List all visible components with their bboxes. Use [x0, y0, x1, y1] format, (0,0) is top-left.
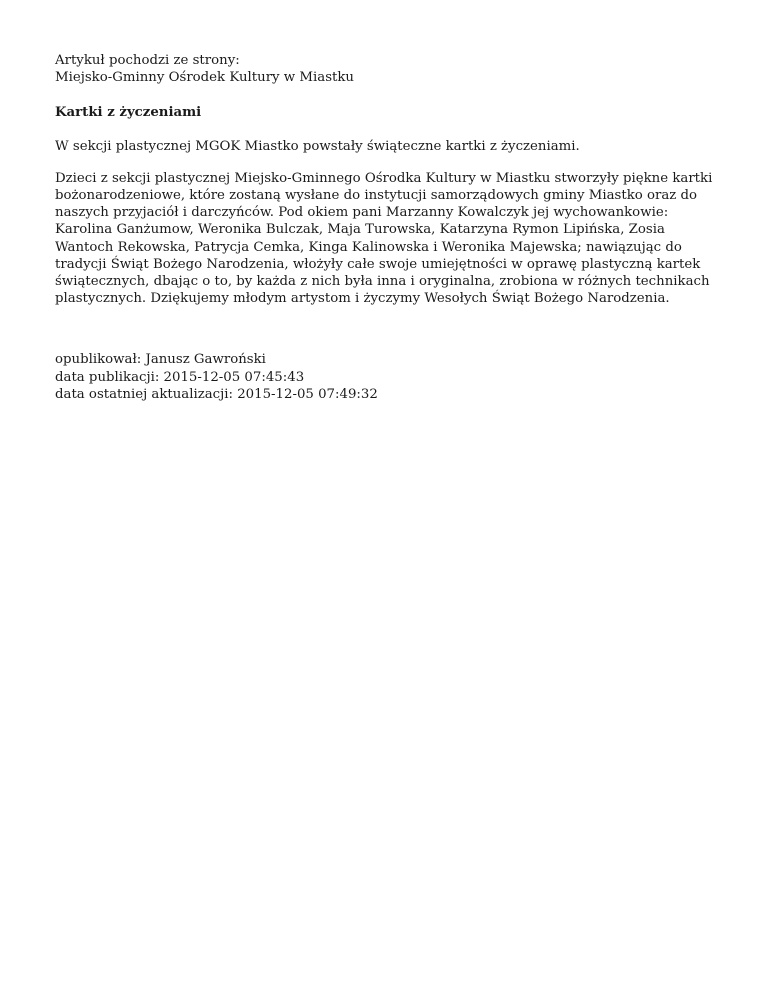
- source-intro: Artykuł pochodzi ze strony:: [55, 53, 240, 68]
- source-site-name: Miejsko-Gminny Ośrodek Kultury w Miastku: [55, 70, 354, 86]
- published-by: opublikował: Janusz Gawroński: [55, 352, 266, 368]
- published-date: data publikacji: 2015-12-05 07:45:43: [55, 369, 305, 385]
- document-page: [55, 52, 715, 403]
- article-title: Kartki z życzeniami: [55, 105, 202, 121]
- article-body: Dzieci z sekcji plastycznej Miejsko-Gminnego Ośrodka Kultury w Miastku stworzyły piękne kartki bożonarodzeniowe, które zostaną wysłane do instytucji samorządowych gminy Miastko oraz do naszych przyjaciół i darczyńców. Pod okiem pani Marzanny Kowalczyk jej wychowankowie: Karolina Ganżumow, Weronika Bulczak, Maja Turowska, Katarzyna Rymon Lipińska, Zosia Wantoch Rekowska, Patrycja Cemka, Kinga Kalinowska i Weronika Majewska; nawiązując do tradycji Świąt Bożego Narodzenia, włożyły całe swoje umiejętności w oprawę plastyczną kartek świątecznych, dbając o to, by każda z nich była inna i oryginalna, zrobiona w różnych technikach plastycznych. Dziękujemy młodym artystom i życzymy Wesołych Świąt Bożego Narodzenia.: [55, 170, 713, 307]
- updated-date: data ostatniej aktualizacji: 2015-12-05 07:49:32: [55, 386, 378, 402]
- source-block: [55, 52, 715, 86]
- article-lead: W sekcji plastycznej MGOK Miastko powstały świąteczne kartki z życzeniami.: [55, 138, 580, 154]
- meta-block: [55, 351, 715, 403]
